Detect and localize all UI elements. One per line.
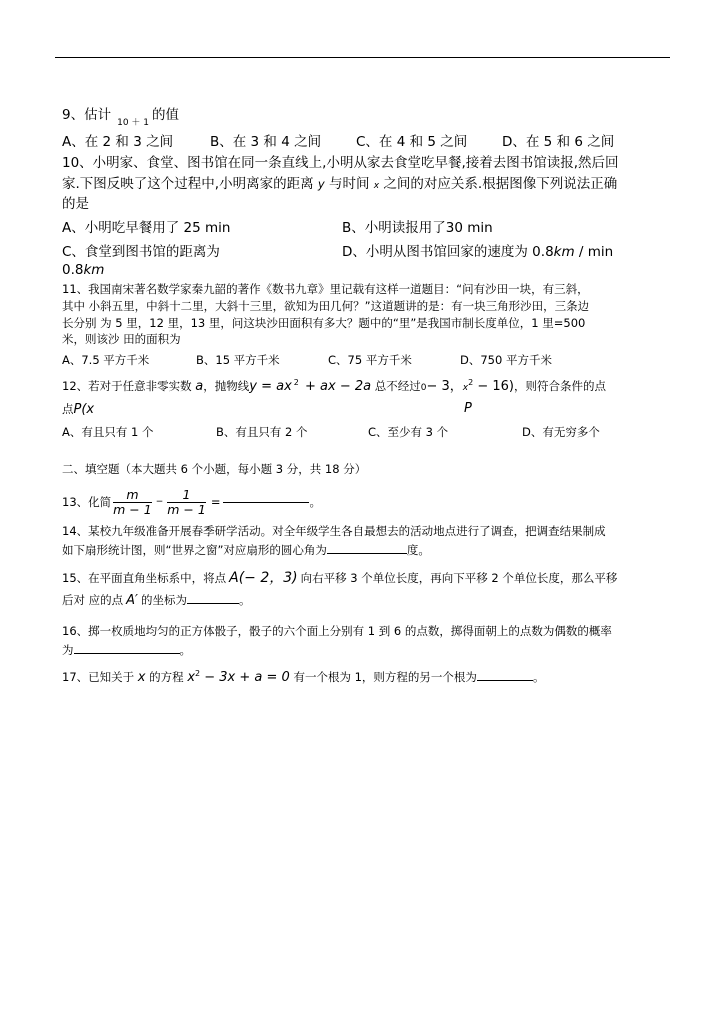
q17-text-b: 的方程 — [149, 670, 184, 684]
q9-expr: 10 ＋ 1 — [117, 118, 149, 128]
q10-option-a: A、小明吃早餐用了 25 min — [62, 220, 231, 236]
q17 — [62, 669, 544, 685]
q10-option-c: C、食堂到图书馆的距离为 — [62, 244, 220, 260]
q12-P2: P — [464, 401, 472, 416]
q11-option-d: D、750 平方千米 — [460, 353, 552, 367]
q10-text-b: 与时间 — [329, 176, 370, 192]
q10-line1: 10、小明家、食堂、图书馆在同一条直线上,小明从家去食堂吃早餐,接着去图书馆读报,然后回 — [62, 155, 619, 171]
q15-line2 — [62, 592, 251, 608]
q17-text-a: 17、已知关于 — [62, 670, 135, 684]
q17-answer-blank — [477, 680, 533, 681]
q15-end: 。 — [239, 593, 251, 607]
q12-sup: 2 — [293, 378, 299, 388]
q9-label: 9、估计 — [62, 107, 112, 123]
q14-text: 如下扇形统计图，则“世界之窗”对应扇形的圆心角为 — [62, 543, 327, 557]
q13-fraction-2 — [167, 488, 206, 515]
q17-sup: 2 — [195, 669, 201, 679]
q11-option-b: B、15 平方千米 — [196, 353, 280, 367]
q12-P: P(x — [73, 402, 95, 417]
q10-var-x: x — [373, 181, 380, 191]
q14-line1: 14、某校九年级准备开展春季研学活动。对全年级学生各自最想去的活动地点进行了调查，把调查结果制成 — [62, 524, 606, 538]
q16-line1: 16、掷一枚质地均匀的正方体骰子，骰子的六个面上分别有 1 到 6 的点数，掷得面朝上的点数为偶数的概率 — [62, 624, 612, 638]
q13-end: 。 — [309, 495, 321, 509]
q12-point: − 3， — [426, 379, 463, 394]
section-2-title: 二、填空题（本大题共 6 个小题，每小题 3 分，共 18 分） — [62, 462, 367, 476]
q12-text-d: ，则符合条件的点 — [513, 379, 606, 393]
q16-text: 为 — [62, 643, 74, 657]
q11-line3: 长分别 为 5 里，12 里，13 里，问这块沙田面积有多大？题中的“里”是我国市制长度单位，1 里=500 — [62, 316, 586, 330]
q13-num-1: m — [126, 487, 139, 503]
q12-text-b: ，抛物线 — [203, 379, 250, 393]
q14-answer-blank — [327, 553, 407, 554]
q9-option-b: B、在 3 和 4 之间 — [210, 134, 322, 150]
q17-end: 。 — [532, 670, 545, 684]
q16-line2 — [62, 642, 191, 658]
q10-option-d-text: D、小明从图书馆回家的速度为 0.8 — [342, 244, 554, 260]
q10-line3: 的是 — [62, 196, 89, 212]
q12-point2: − 16) — [473, 379, 514, 394]
q12-line1 — [62, 375, 606, 394]
q15-point2: A′ — [126, 593, 139, 608]
q12-eq2: + ax − 2a — [300, 379, 372, 394]
q12-eq: y = ax — [249, 379, 292, 394]
q15-point: A(− 2，3) — [229, 570, 298, 586]
q13-answer-blank — [223, 502, 309, 503]
q14-line2 — [62, 542, 430, 558]
q10-line2 — [62, 172, 617, 192]
q9-suffix: 的值 — [152, 107, 179, 123]
header-rule — [55, 57, 670, 58]
q15-line1 — [62, 567, 617, 587]
q10-option-c-km: km — [83, 262, 105, 278]
q12-option-a: A、有且只有 1 个 — [62, 425, 154, 439]
q14-end: 度。 — [406, 543, 430, 557]
q13-den-1: m − 1 — [113, 501, 152, 517]
q11-line1: 11、我国南宋著名数学家秦九韶的著作《数书九章》里记载有这样一道题目：“问有沙田一块，有三斜， — [62, 282, 589, 296]
q10-option-b: B、小明读报用了30 min — [342, 220, 493, 236]
q11-line2: 其中 小斜五里，中斜十二里，大斜十三里，欲知为田几何？”这道题讲的是：有一块三角形沙田，三条边 — [62, 299, 590, 313]
q13-minus: − — [155, 497, 164, 507]
q13-equals: = — [210, 495, 221, 509]
q16-end: 。 — [179, 643, 191, 657]
q12-text-c: 总不经过 — [374, 379, 421, 393]
q10-option-d-km: km — [553, 244, 575, 260]
q13-num-2: 1 — [182, 487, 191, 503]
q15-text-d: 的坐标为 — [141, 593, 188, 607]
q12-point-x: x — [462, 383, 469, 393]
q15-text-a: 15、在平面直角坐标系中，将点 — [62, 571, 227, 585]
q17-eq: x — [187, 670, 196, 685]
q10-option-c-number: 0.8 — [62, 262, 84, 278]
q9-option-d: D、在 5 和 6 之间 — [502, 134, 615, 150]
q10-option-c-value — [62, 262, 104, 278]
q9-option-a: A、在 2 和 3 之间 — [62, 134, 174, 150]
q15-text-c: 后对 应的点 — [62, 593, 124, 607]
q13 — [62, 482, 321, 522]
q12-sup2: 2 — [468, 378, 474, 388]
q17-eq2: − 3x + a = 0 — [200, 670, 290, 685]
q13-den-2: m − 1 — [167, 501, 206, 517]
q17-text-c: 有一个根为 1，则方程的另一个根为 — [293, 670, 477, 684]
q12-line2 — [62, 401, 94, 417]
q16-answer-blank — [74, 653, 180, 654]
q11-option-c: C、75 平方千米 — [328, 353, 412, 367]
q15-answer-blank — [187, 603, 239, 604]
q11-option-a: A、7.5 平方千米 — [62, 353, 150, 367]
q12-line2-text: 点 — [62, 402, 74, 416]
q13-stem: 13、化简 — [62, 495, 112, 509]
q11-line4: 米，则该沙 田的面积为 — [62, 332, 181, 346]
q15-text-b: 向右平移 3 个单位长度，再向下平移 2 个单位长度，那么平移 — [300, 571, 618, 585]
q10-text-c: 之间的对应关系.根据图像下列说法正确 — [383, 176, 618, 192]
q9-option-c: C、在 4 和 5 之间 — [356, 134, 468, 150]
q12-option-c: C、至少有 3 个 — [368, 425, 449, 439]
q13-fraction-1 — [113, 488, 152, 515]
q10-var-y: y — [317, 177, 325, 191]
q12-sub0: 0 — [420, 383, 427, 393]
q12-text-a: 12、若对于任意非零实数 — [62, 379, 192, 393]
q12-option-b: B、有且只有 2 个 — [216, 425, 308, 439]
q10-option-d — [342, 240, 613, 260]
q10-text-a: 家.下图反映了这个过程中,小明离家的距离 — [62, 176, 314, 192]
q10-option-d-unit: / min — [574, 244, 614, 260]
q12-option-d: D、有无穷多个 — [522, 425, 600, 439]
q17-var-x: x — [137, 670, 146, 685]
q9-stem — [62, 103, 179, 128]
q12-var-a: a — [195, 379, 204, 394]
